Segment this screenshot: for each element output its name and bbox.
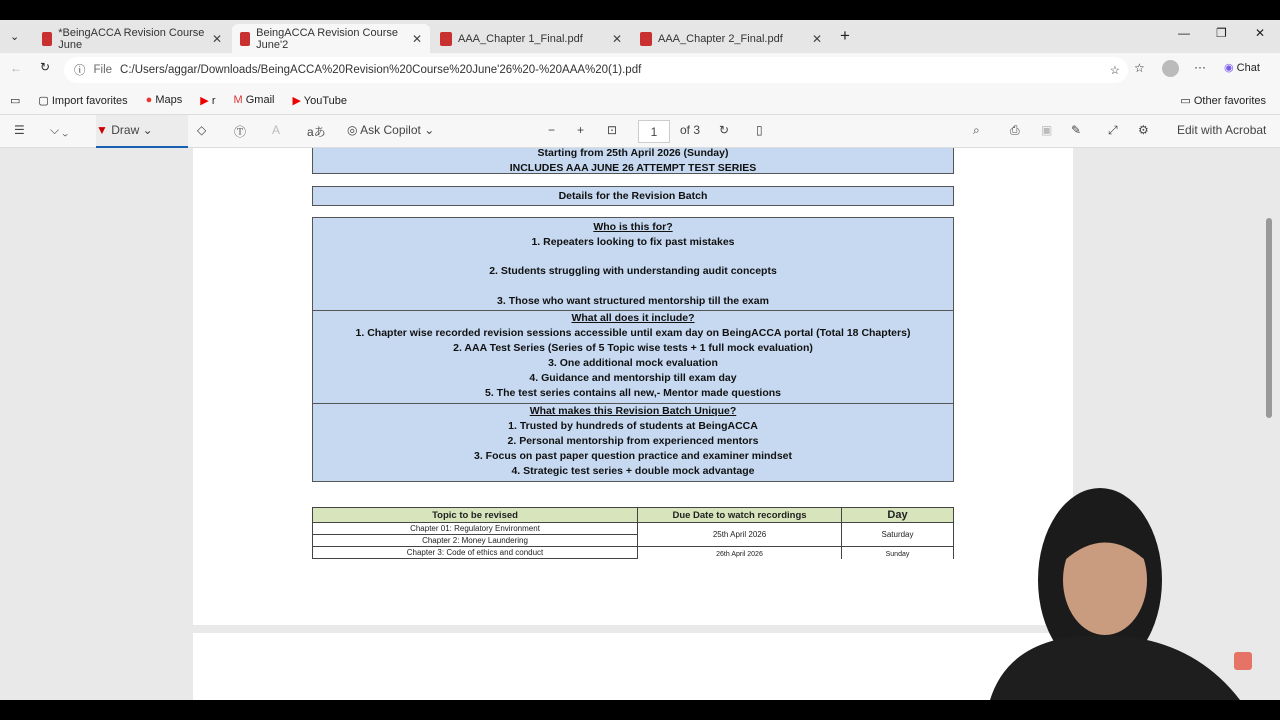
tab-2[interactable] [232,24,430,53]
favorite-youtube[interactable] [292,94,347,107]
page-number-input[interactable]: 1 [638,120,670,143]
who-item: 3. Those who want structured mentorship till the exam [497,295,769,307]
tab-label: AAA_Chapter 1_Final.pdf [458,32,583,45]
fav-label: r [211,94,216,107]
fav-label: Maps [155,94,183,106]
new-tab-button[interactable]: + [840,26,850,45]
profile-avatar[interactable] [1162,60,1179,77]
unique-item: 1. Trusted by hundreds of students at BeingACCA [508,420,758,432]
edit-with-acrobat-button[interactable]: Edit with Acrobat [1177,123,1267,137]
close-icon[interactable]: ✕ [611,31,622,46]
table-row [313,547,954,559]
include-item: 1. Chapter wise recorded revision sessions accessible until exam day on BeingACCA portal (Total 18 Chapters) [355,327,911,339]
favorite-import[interactable]: ▢ Import favorites [38,94,128,107]
draw-label: Draw [111,123,140,137]
include-item: 5. The test series contains all new,- Mentor made questions [484,387,782,399]
tab-bar [0,20,1280,53]
favorite-star-icon[interactable]: ☆ [1109,65,1120,77]
fav-label: Other favorites [1193,94,1266,107]
page-count: of 3 [680,123,701,137]
youtube-icon: ▶ [292,94,301,107]
details-title-box [312,186,954,206]
chat-label: Chat [1236,62,1260,74]
acrobat-icon[interactable] [1234,652,1252,670]
fav-label: Gmail [245,94,275,106]
webcam-overlay [980,485,1250,700]
who-item: 2. Students struggling with understanding audit concepts [489,265,777,277]
minimize-button[interactable]: — [1178,26,1190,40]
close-icon[interactable]: ✕ [811,31,822,46]
day-cell: Saturday [842,523,954,547]
topic-cell: Chapter 2: Money Laundering [313,535,638,547]
tab-1[interactable] [34,24,230,53]
copilot-label: Ask Copilot [360,123,421,137]
save-as-icon[interactable]: ✎ [1071,123,1082,137]
include-item: 4. Guidance and mentorship till exam day [529,372,737,384]
sidebar-icon[interactable]: ▭ [10,94,21,107]
draw-button[interactable]: ▼ Draw ⌄ [96,115,188,148]
pen-icon: ▼ [96,123,108,137]
topic-cell: Chapter 3: Code of ethics and conduct [313,547,638,559]
back-button[interactable]: ← [10,61,22,75]
close-window-button[interactable]: ✕ [1255,26,1266,40]
header-line: INCLUDES AAA JUNE 26 ATTEMPT TEST SERIES [509,162,757,174]
more-icon[interactable]: ··· [1194,60,1206,74]
close-icon[interactable]: ✕ [211,31,222,46]
fit-page-icon[interactable]: ⊡ [607,123,618,137]
date-cell: 26th April 2026 [638,547,842,559]
pdf-icon [440,32,452,46]
page-view-icon[interactable]: ▯ [756,123,763,137]
address-bar[interactable] [64,57,1128,83]
settings-icon[interactable]: ⚙ [1138,123,1149,137]
unique-title: What makes this Revision Batch Unique? [529,405,737,417]
close-icon[interactable]: ✕ [411,31,422,46]
date-cell: 25th April 2026 [638,523,842,547]
translate-icon[interactable]: aあ [307,125,326,139]
save-icon[interactable]: ▣ [1041,123,1053,137]
day-cell: Sunday [842,547,954,559]
column-header: Topic to be revised [313,508,638,523]
unique-item: 4. Strategic test series + double mock advantage [511,465,755,477]
fullscreen-icon[interactable]: ⤢ [1108,123,1118,137]
read-aloud-icon[interactable]: A [272,123,281,137]
table-row [313,523,954,535]
pdf-toolbar [0,115,1280,148]
fav-label: YouTube [303,94,348,107]
header-line: Starting from 25th April 2026 (Sunday) [537,148,729,159]
other-favorites[interactable]: ▭ Other favorites [1180,94,1266,107]
pdf-icon [640,32,652,46]
bottom-bar [0,700,1280,720]
tab-3[interactable] [432,24,630,53]
include-item: 2. AAA Test Series (Series of 5 Topic wise tests + 1 full mock evaluation) [453,342,813,354]
column-header: Due Date to watch recordings [638,508,842,523]
include-title: What all does it include? [571,312,695,324]
favorite-r[interactable] [200,94,215,107]
scheme-label: File [93,64,113,76]
who-title: Who is this for? [593,221,673,233]
tab-label: BeingACCA Revision Course June'2 [256,26,399,51]
tab-4[interactable] [632,24,830,53]
address-bar-row [0,53,1280,86]
text-icon[interactable]: Ⓣ [234,125,247,139]
unique-item: 3. Focus on past paper question practice and examiner mindset [474,450,792,462]
fav-label: Import favorites [51,94,128,107]
rotate-icon[interactable]: ↻ [719,123,730,137]
who-item: 1. Repeaters looking to fix past mistakes [531,236,735,248]
tab-label: *BeingACCA Revision Course June [58,26,205,51]
maps-icon: ● [145,94,153,106]
info-icon: ⓘ [74,65,86,77]
ask-copilot-button[interactable]: ◎ Ask Copilot ⌄ [347,123,435,137]
topic-cell: Chapter 01: Regulatory Environment [313,523,638,535]
tab-list-chevron-icon[interactable]: ⌄ [10,31,20,43]
copilot-icon: ◉ [1224,62,1234,74]
gmail-icon: M [233,94,243,106]
search-icon[interactable]: ⌕ [973,123,980,137]
details-title: Details for the Revision Batch [558,190,708,202]
zoom-out-button[interactable]: − [548,123,556,137]
header-box [312,148,954,174]
pdf-icon [240,32,250,46]
copilot-chat-button[interactable] [1224,61,1260,74]
scrollbar-thumb[interactable] [1266,218,1272,418]
pdf-icon [42,32,52,46]
include-item: 3. One additional mock evaluation [548,357,718,369]
column-header: Day [842,508,954,523]
tab-label: AAA_Chapter 2_Final.pdf [658,32,783,45]
favorite-gmail[interactable] [234,94,275,106]
youtube-icon: ▶ [200,94,209,107]
maximize-button[interactable]: ❐ [1216,26,1227,40]
print-icon[interactable]: ⎙ [1010,123,1020,137]
schedule-table [312,507,954,559]
favorite-maps[interactable] [146,94,183,106]
eraser-icon[interactable]: ◇ [197,123,207,137]
favorites-icon[interactable]: ☆ [1134,61,1145,75]
favorites-bar [0,86,1280,115]
details-box [312,217,954,482]
contents-icon[interactable]: ☰ [14,123,25,137]
zoom-in-button[interactable]: + [577,123,585,137]
highlight-icon[interactable]: ⌵ ⌄ [50,123,69,137]
pdf-page-2 [193,633,1073,700]
unique-item: 2. Personal mentorship from experienced mentors [507,435,759,447]
refresh-button[interactable]: ↻ [40,60,51,74]
url-text[interactable]: C:/Users/aggar/Downloads/BeingACCA%20Revision%20Course%20June'26%20-%20AAA%20(1).pdf [120,64,642,76]
